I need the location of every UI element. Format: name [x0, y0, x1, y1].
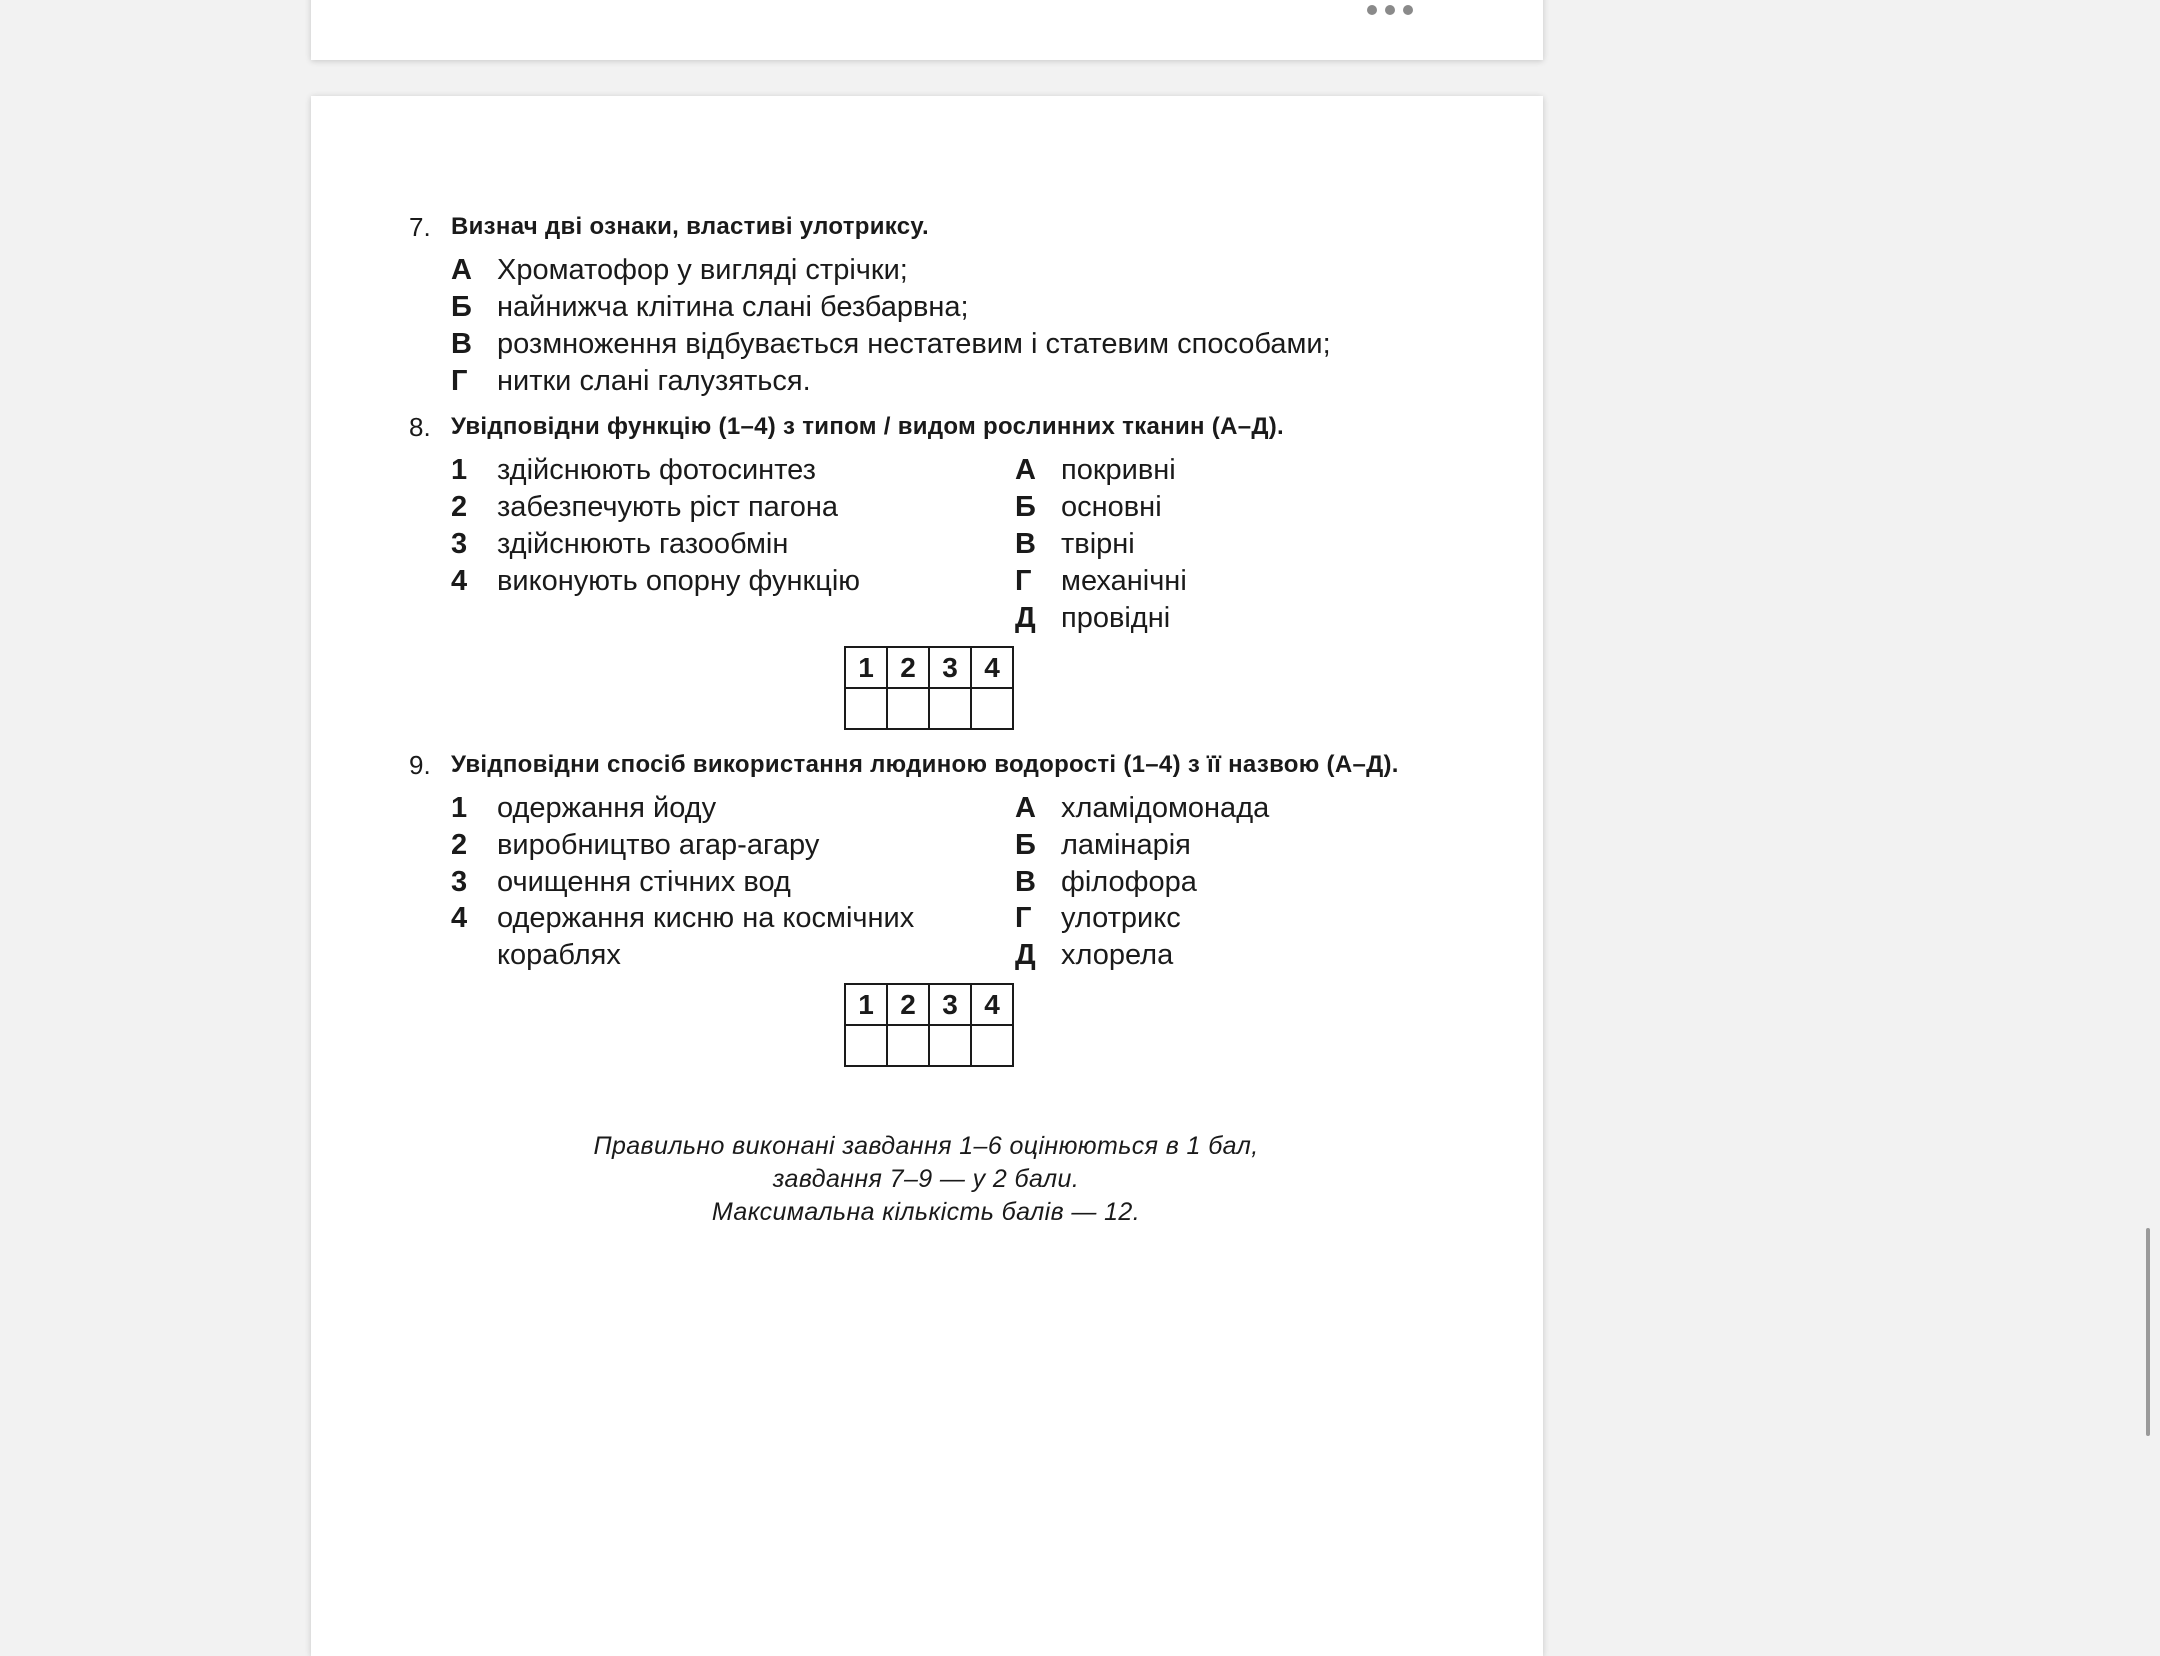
answer-header-cell: 3 [929, 647, 971, 688]
item-key: 3 [451, 528, 468, 560]
item-key: Б [1015, 829, 1036, 861]
item-key: В [1015, 866, 1036, 898]
vertical-scrollbar[interactable] [2146, 1228, 2150, 1436]
question-9-title: Увідповідни спосіб використання людиною водорості (1–4) з її назвою (А–Д). [451, 751, 1399, 778]
item-key: Б [1015, 491, 1036, 523]
item-text: хлорела [1061, 939, 1174, 971]
scoring-note-line-1: Правильно виконані завдання 1–6 оцінюються в 1 бал, [593, 1132, 1259, 1160]
item-key: А [1015, 792, 1036, 824]
answer-cell[interactable] [887, 688, 929, 729]
more-options-icon[interactable] [1367, 4, 1413, 16]
scoring-note-line-2: завдання 7–9 — у 2 бали. [772, 1165, 1080, 1193]
q8-answer-grid [844, 646, 1014, 730]
answer-cell[interactable] [929, 688, 971, 729]
scoring-note [0, 1130, 1852, 1229]
item-key: Д [1015, 602, 1036, 634]
answer-header-cell: 4 [971, 647, 1013, 688]
dot [1367, 5, 1377, 15]
question-9-number: 9. [409, 750, 431, 780]
q9-answer-grid [844, 983, 1014, 1067]
answer-cell[interactable] [845, 688, 887, 729]
item-key: В [1015, 528, 1036, 560]
item-text: здійснюють фотосинтез [497, 454, 816, 486]
item-text: філофора [1061, 866, 1197, 898]
option-key: В [451, 328, 472, 360]
answer-cell[interactable] [929, 1025, 971, 1066]
item-text: провідні [1061, 602, 1171, 634]
item-text: забезпечують ріст пагона [497, 491, 838, 523]
question-7-number: 7. [409, 212, 431, 242]
option-text: Хроматофор у вигляді стрічки; [497, 254, 908, 286]
item-key: 4 [451, 565, 468, 597]
scoring-note-line-3: Максимальна кількість балів — 12. [711, 1198, 1141, 1226]
dot [1385, 5, 1395, 15]
option-key: Г [451, 365, 468, 397]
answer-header-cell: 2 [887, 984, 929, 1025]
item-key: А [1015, 454, 1036, 486]
answer-header-cell: 4 [971, 984, 1013, 1025]
item-text: хламідомонада [1061, 792, 1270, 824]
item-text: одержання йоду [497, 792, 717, 824]
question-7-title: Визнач дві ознаки, властиві улотриксу. [451, 213, 929, 240]
item-text: кораблях [497, 939, 621, 971]
item-text: здійснюють газообмін [497, 528, 789, 560]
item-text: улотрикс [1061, 902, 1181, 934]
item-text: виробництво агар-агару [497, 829, 820, 861]
item-text: виконують опорну функцію [497, 565, 861, 597]
option-text: нитки слані галузяться. [497, 365, 811, 397]
item-text: механічні [1061, 565, 1187, 597]
item-key: Д [1015, 939, 1036, 971]
option-key: Б [451, 291, 472, 323]
item-key: Г [1015, 902, 1032, 934]
item-key: 2 [451, 829, 468, 861]
item-key: 2 [451, 491, 468, 523]
item-key: 3 [451, 866, 468, 898]
option-text: найнижча клітина слані безбарвна; [497, 291, 969, 323]
item-text: твірні [1061, 528, 1135, 560]
question-8-number: 8. [409, 412, 431, 442]
item-text: одержання кисню на космічних [497, 902, 915, 934]
item-text: очищення стічних вод [497, 866, 791, 898]
item-text: ламінарія [1061, 829, 1191, 861]
answer-cell[interactable] [887, 1025, 929, 1066]
answer-header-cell: 2 [887, 647, 929, 688]
answer-cell[interactable] [845, 1025, 887, 1066]
item-key: 1 [451, 792, 468, 824]
dot [1403, 5, 1413, 15]
option-text: розмноження відбувається нестатевим і статевим способами; [497, 328, 1331, 360]
answer-cell[interactable] [971, 688, 1013, 729]
item-text: покривні [1061, 454, 1176, 486]
item-key: 4 [451, 902, 468, 934]
question-8-title: Увідповідни функцію (1–4) з типом / видом рослинних тканин (А–Д). [451, 413, 1285, 440]
answer-header-cell: 1 [845, 984, 887, 1025]
item-key: 1 [451, 454, 468, 486]
item-text: основні [1061, 491, 1162, 523]
answer-header-cell: 1 [845, 647, 887, 688]
option-key: А [451, 254, 472, 286]
previous-page [311, 0, 1543, 60]
item-key: Г [1015, 565, 1032, 597]
answer-cell[interactable] [971, 1025, 1013, 1066]
answer-header-cell: 3 [929, 984, 971, 1025]
